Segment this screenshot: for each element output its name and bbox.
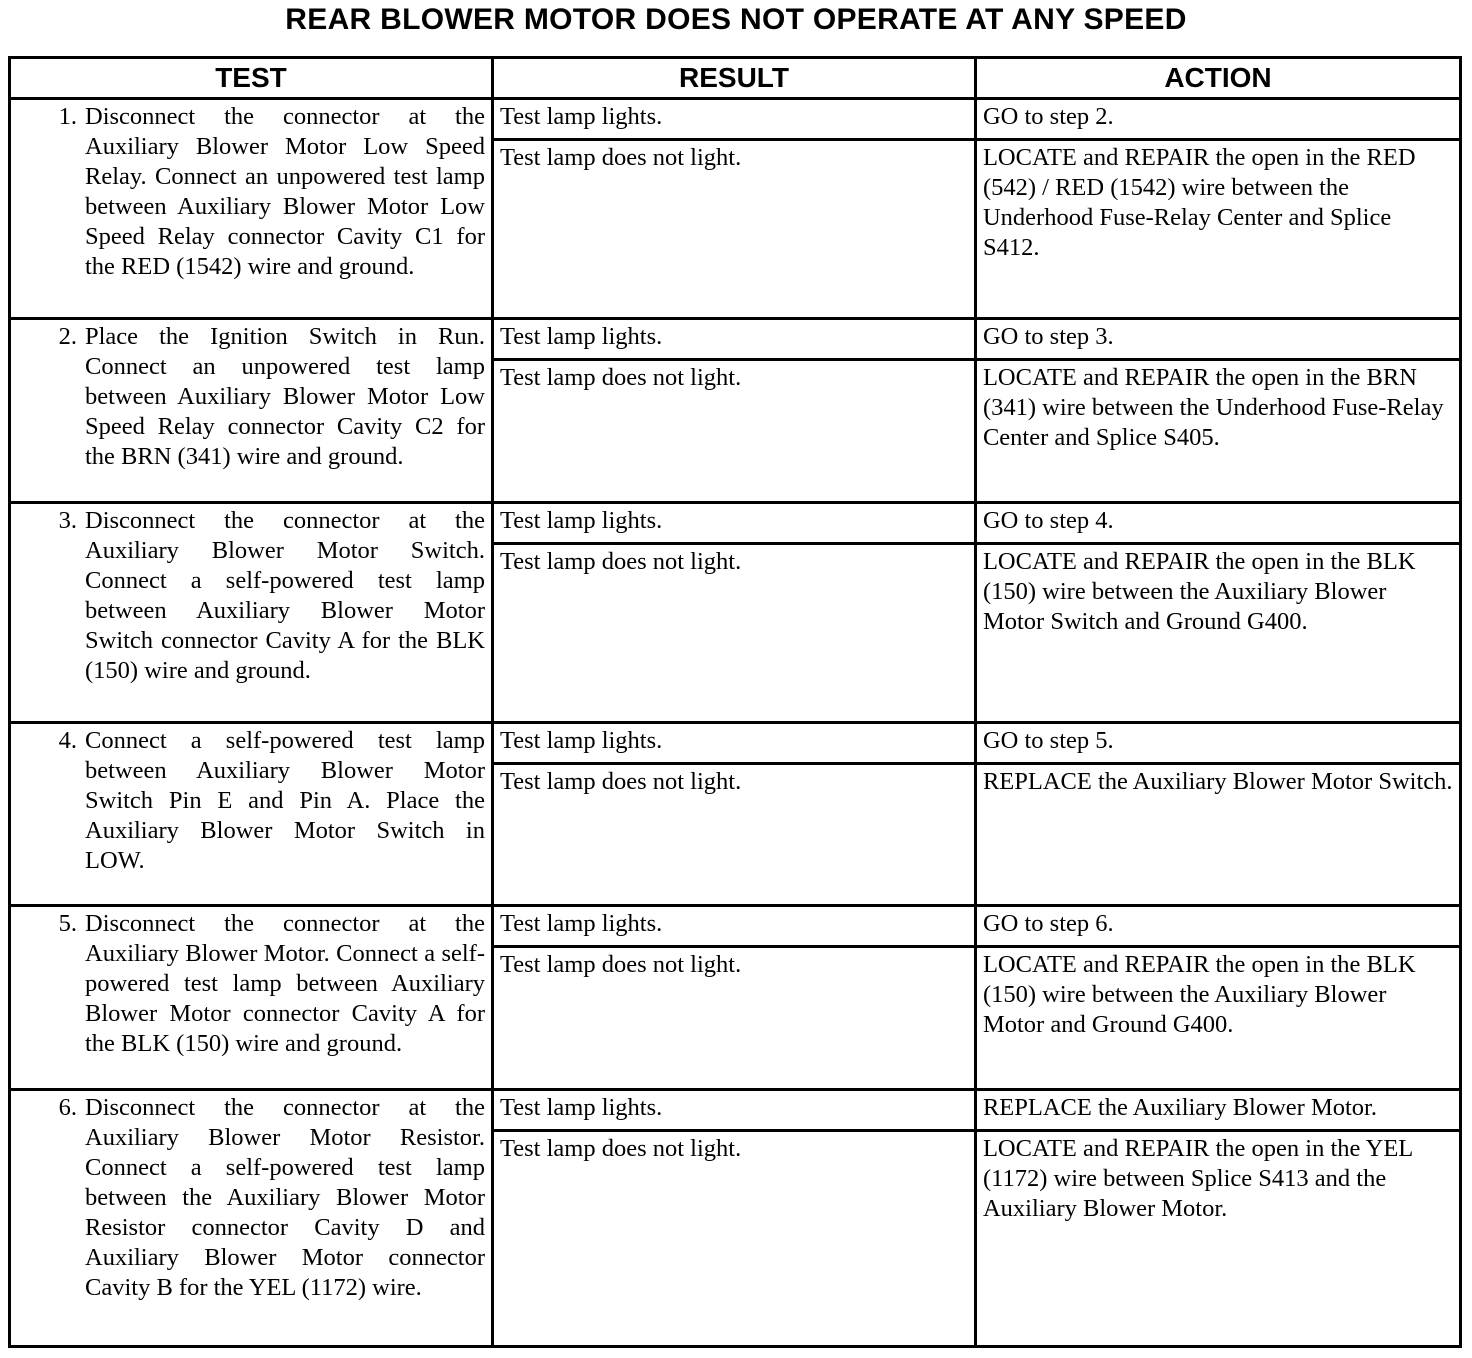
result-pass: Test lamp lights. bbox=[492, 1089, 975, 1130]
step-number: 3. bbox=[58, 506, 77, 534]
diagnostic-table bbox=[8, 56, 1462, 1348]
step-number: 4. bbox=[58, 726, 77, 754]
step-2-test-cell bbox=[10, 319, 493, 502]
result-fail: Test lamp does not light. bbox=[492, 140, 975, 319]
result-fail: Test lamp does not light. bbox=[492, 947, 975, 1089]
action-fail: REPLACE the Auxiliary Blower Motor Switch. bbox=[975, 763, 1460, 905]
step-3-test-cell bbox=[10, 502, 493, 722]
result-fail: Test lamp does not light. bbox=[492, 360, 975, 502]
result-fail: Test lamp does not light. bbox=[492, 763, 975, 905]
step-3-row-pass bbox=[10, 502, 1461, 543]
result-pass: Test lamp lights. bbox=[492, 722, 975, 763]
step-4-test-cell bbox=[10, 722, 493, 905]
test-instruction: Disconnect the connector at the Auxiliary Blower Motor Resistor. Connect a self-powered test lamp between the Auxiliary Blower Motor Resistor connector Cavity D and Auxiliary Blower Motor connector Cavity B for the YEL (1172) wire. bbox=[85, 1093, 485, 1301]
action-fail: LOCATE and REPAIR the open in the BLK (150) wire between the Auxiliary Blower Motor and Ground G400. bbox=[975, 947, 1460, 1089]
action-pass: GO to step 2. bbox=[975, 99, 1460, 140]
header-result: RESULT bbox=[492, 58, 975, 99]
step-number: 6. bbox=[58, 1093, 77, 1121]
result-pass: Test lamp lights. bbox=[492, 502, 975, 543]
result-fail: Test lamp does not light. bbox=[492, 543, 975, 722]
step-1-row-pass bbox=[10, 99, 1461, 140]
result-pass: Test lamp lights. bbox=[492, 319, 975, 360]
action-pass: GO to step 3. bbox=[975, 319, 1460, 360]
step-2-row-pass bbox=[10, 319, 1461, 360]
header-test: TEST bbox=[10, 58, 493, 99]
step-number: 2. bbox=[58, 323, 77, 351]
step-1-test-cell bbox=[10, 99, 493, 319]
result-fail: Test lamp does not light. bbox=[492, 1130, 975, 1346]
step-6-row-pass bbox=[10, 1089, 1461, 1130]
action-pass: REPLACE the Auxiliary Blower Motor. bbox=[975, 1089, 1460, 1130]
step-6-test-cell bbox=[10, 1089, 493, 1346]
header-row bbox=[10, 58, 1461, 99]
action-pass: GO to step 5. bbox=[975, 722, 1460, 763]
action-pass: GO to step 6. bbox=[975, 906, 1460, 947]
test-instruction: Disconnect the connector at the Auxiliary Blower Motor Switch. Connect a self-powered test lamp between Auxiliary Blower Motor Switch connector Cavity A for the BLK (150) wire and ground. bbox=[85, 506, 485, 684]
test-instruction: Place the Ignition Switch in Run. Connect an unpowered test lamp between Auxiliary Blower Motor Low Speed Relay connector Cavity C2 for the BRN (341) wire and ground. bbox=[85, 323, 485, 471]
action-fail: LOCATE and REPAIR the open in the BLK (150) wire between the Auxiliary Blower Motor Switch and Ground G400. bbox=[975, 543, 1460, 722]
step-5-test-cell bbox=[10, 906, 493, 1089]
test-instruction: Connect a self-powered test lamp between Auxiliary Blower Motor Switch Pin E and Pin A. Place the Auxiliary Blower Motor Switch in LOW. bbox=[85, 726, 485, 874]
action-pass: GO to step 4. bbox=[975, 502, 1460, 543]
step-4-row-pass bbox=[10, 722, 1461, 763]
page-title: REAR BLOWER MOTOR DOES NOT OPERATE AT ANY SPEED bbox=[285, 3, 1187, 36]
result-pass: Test lamp lights. bbox=[492, 906, 975, 947]
result-pass: Test lamp lights. bbox=[492, 99, 975, 140]
step-number: 5. bbox=[58, 910, 77, 938]
test-instruction: Disconnect the connector at the Auxiliary Blower Motor Low Speed Relay. Connect an unpowered test lamp between Auxiliary Blower Motor Low Speed Relay connector Cavity C1 for the RED (1542) wire and ground. bbox=[85, 103, 485, 280]
step-number: 1. bbox=[58, 103, 77, 130]
action-fail: LOCATE and REPAIR the open in the YEL (1172) wire between Splice S413 and the Auxiliary Blower Motor. bbox=[975, 1130, 1460, 1346]
step-5-row-pass bbox=[10, 906, 1461, 947]
action-fail: LOCATE and REPAIR the open in the RED (542) / RED (1542) wire between the Underhood Fuse-Relay Center and Splice S412. bbox=[975, 140, 1460, 319]
header-action: ACTION bbox=[975, 58, 1460, 99]
test-instruction: Disconnect the connector at the Auxiliary Blower Motor. Connect a self-powered test lamp between Auxiliary Blower Motor connector Cavity A for the BLK (150) wire and ground. bbox=[85, 910, 485, 1058]
action-fail: LOCATE and REPAIR the open in the BRN (341) wire between the Underhood Fuse-Relay Center and Splice S405. bbox=[975, 360, 1460, 502]
